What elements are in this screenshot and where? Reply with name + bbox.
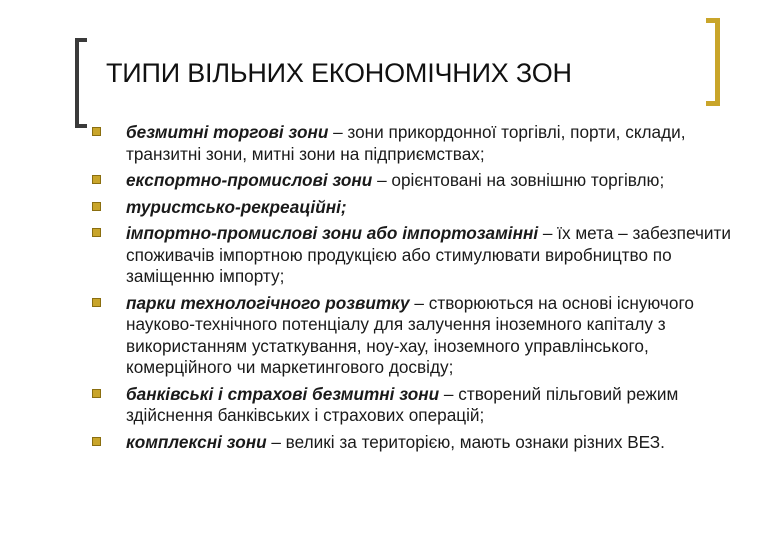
item-term: імпортно-промислові зони або імпортозамінні (126, 223, 539, 243)
item-description: – створюються на основі існуючого науково-технічного потенціалу для залучення іноземного капіталу з використанням устаткування, ноу-хау, іноземного управлінського, комерційного чи маркетингового досвіду; (126, 292, 694, 377)
square-bullet-icon (92, 298, 101, 307)
bullet-list (90, 122, 740, 458)
item-term: експортно-промислові зони (126, 170, 373, 190)
square-bullet-icon (92, 437, 101, 446)
list-item (90, 197, 740, 219)
right-bracket-decoration (706, 18, 720, 106)
list-item (90, 384, 740, 427)
square-bullet-icon (92, 228, 101, 237)
item-term: банківські і страхові безмитні зони (126, 383, 440, 404)
item-term: безмитні торгові зони (126, 122, 329, 142)
item-description: – орієнтовані на зовнішню торгівлю; (372, 170, 665, 190)
item-term: комплексні зони (126, 431, 267, 452)
list-item (90, 223, 740, 288)
item-term: парки технологічного розвитку (126, 292, 410, 313)
item-term: туристсько-рекреаційні; (126, 196, 347, 217)
list-item (90, 293, 740, 379)
square-bullet-icon (92, 389, 101, 398)
square-bullet-icon (92, 127, 101, 136)
item-description: – створений пільговий режим здійснення банківських і страхових операцій; (126, 383, 679, 425)
item-description: – великі за територією, мають ознаки різних ВЕЗ. (266, 431, 665, 452)
list-item (90, 432, 740, 454)
square-bullet-icon (92, 175, 101, 184)
list-item (90, 122, 740, 165)
item-description: – їх мета – забезпечити споживачів імпортною продукцією або стимулювати виробництво по заміщенню імпорту; (126, 223, 731, 286)
square-bullet-icon (92, 202, 101, 211)
item-description: – зони прикордонної торгівлі, порти, склади, транзитні зони, митні зони на підприємствах; (126, 122, 686, 164)
slide-title: ТИПИ ВІЛЬНИХ ЕКОНОМІЧНИХ ЗОН (106, 58, 572, 88)
list-item (90, 170, 740, 192)
left-bracket-decoration (75, 38, 87, 128)
